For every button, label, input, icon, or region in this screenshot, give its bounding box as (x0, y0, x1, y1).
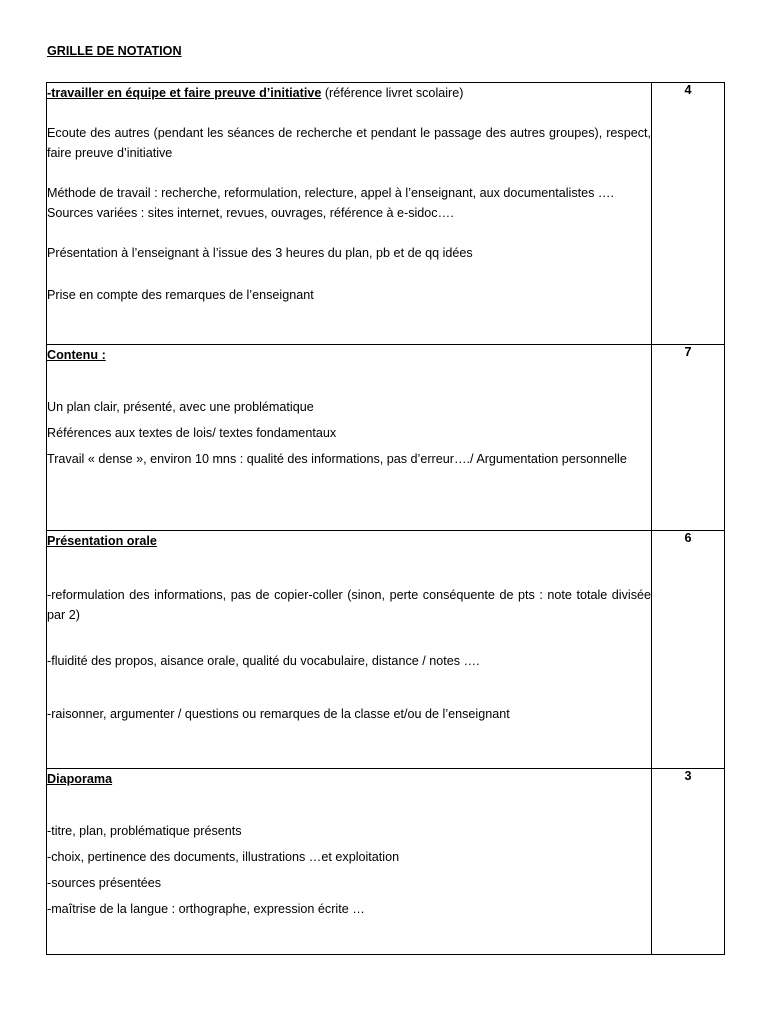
criteria-cell (47, 531, 652, 769)
criteria-line: -fluidité des propos, aisance orale, qualité du vocabulaire, distance / notes …. (47, 654, 480, 668)
score-cell: 4 (652, 83, 725, 345)
criteria-cell (47, 769, 652, 955)
criteria-line: Un plan clair, présenté, avec une problématique (47, 400, 314, 414)
criteria-line: Sources variées : sites internet, revues, ouvrages, référence à e-sidoc…. (47, 206, 454, 220)
criteria-line: -choix, pertinence des documents, illustrations …et exploitation (47, 850, 400, 864)
criteria-line: Ecoute des autres (pendant les séances de recherche et pendant le passage des autres groupes), respect, faire preuve d’initiative (47, 126, 651, 160)
section-heading: -travailler en équipe et faire preuve d’initiative (référence livret scolaire) (47, 86, 464, 100)
section-heading: Contenu : (47, 348, 106, 362)
criteria-line: Méthode de travail : recherche, reformulation, relecture, appel à l’enseignant, aux documentalistes …. (47, 186, 615, 200)
section-heading: Présentation orale (47, 534, 157, 548)
document-title: GRILLE DE NOTATION (47, 44, 182, 58)
criteria-line: -sources présentées (47, 876, 162, 890)
criteria-cell (47, 83, 652, 345)
table-row-presentation-orale (47, 531, 725, 769)
score-cell: 6 (652, 531, 725, 769)
grading-table (46, 82, 725, 955)
criteria-line: Travail « dense », environ 10 mns : qualité des informations, pas d’erreur…./ Argumentation personnelle (47, 452, 627, 466)
criteria-line: -reformulation des informations, pas de copier-coller (sinon, perte conséquente de pts : note totale divisée par 2) (47, 588, 651, 622)
table-row-contenu (47, 345, 725, 531)
criteria-cell (47, 345, 652, 531)
criteria-line: -raisonner, argumenter / questions ou remarques de la classe et/ou de l’enseignant (47, 707, 510, 721)
criteria-line: -titre, plan, problématique présents (47, 824, 242, 838)
criteria-line: Présentation à l’enseignant à l’issue des 3 heures du plan, pb et de qq idées (47, 246, 473, 260)
criteria-line: Prise en compte des remarques de l’enseignant (47, 288, 314, 302)
score-cell: 3 (652, 769, 725, 955)
table-row-diaporama (47, 769, 725, 955)
score-cell: 7 (652, 345, 725, 531)
section-heading: Diaporama (47, 772, 113, 786)
table-row-initiative (47, 83, 725, 345)
criteria-line: -maîtrise de la langue : orthographe, expression écrite … (47, 902, 365, 916)
criteria-line: Références aux textes de lois/ textes fondamentaux (47, 426, 337, 440)
